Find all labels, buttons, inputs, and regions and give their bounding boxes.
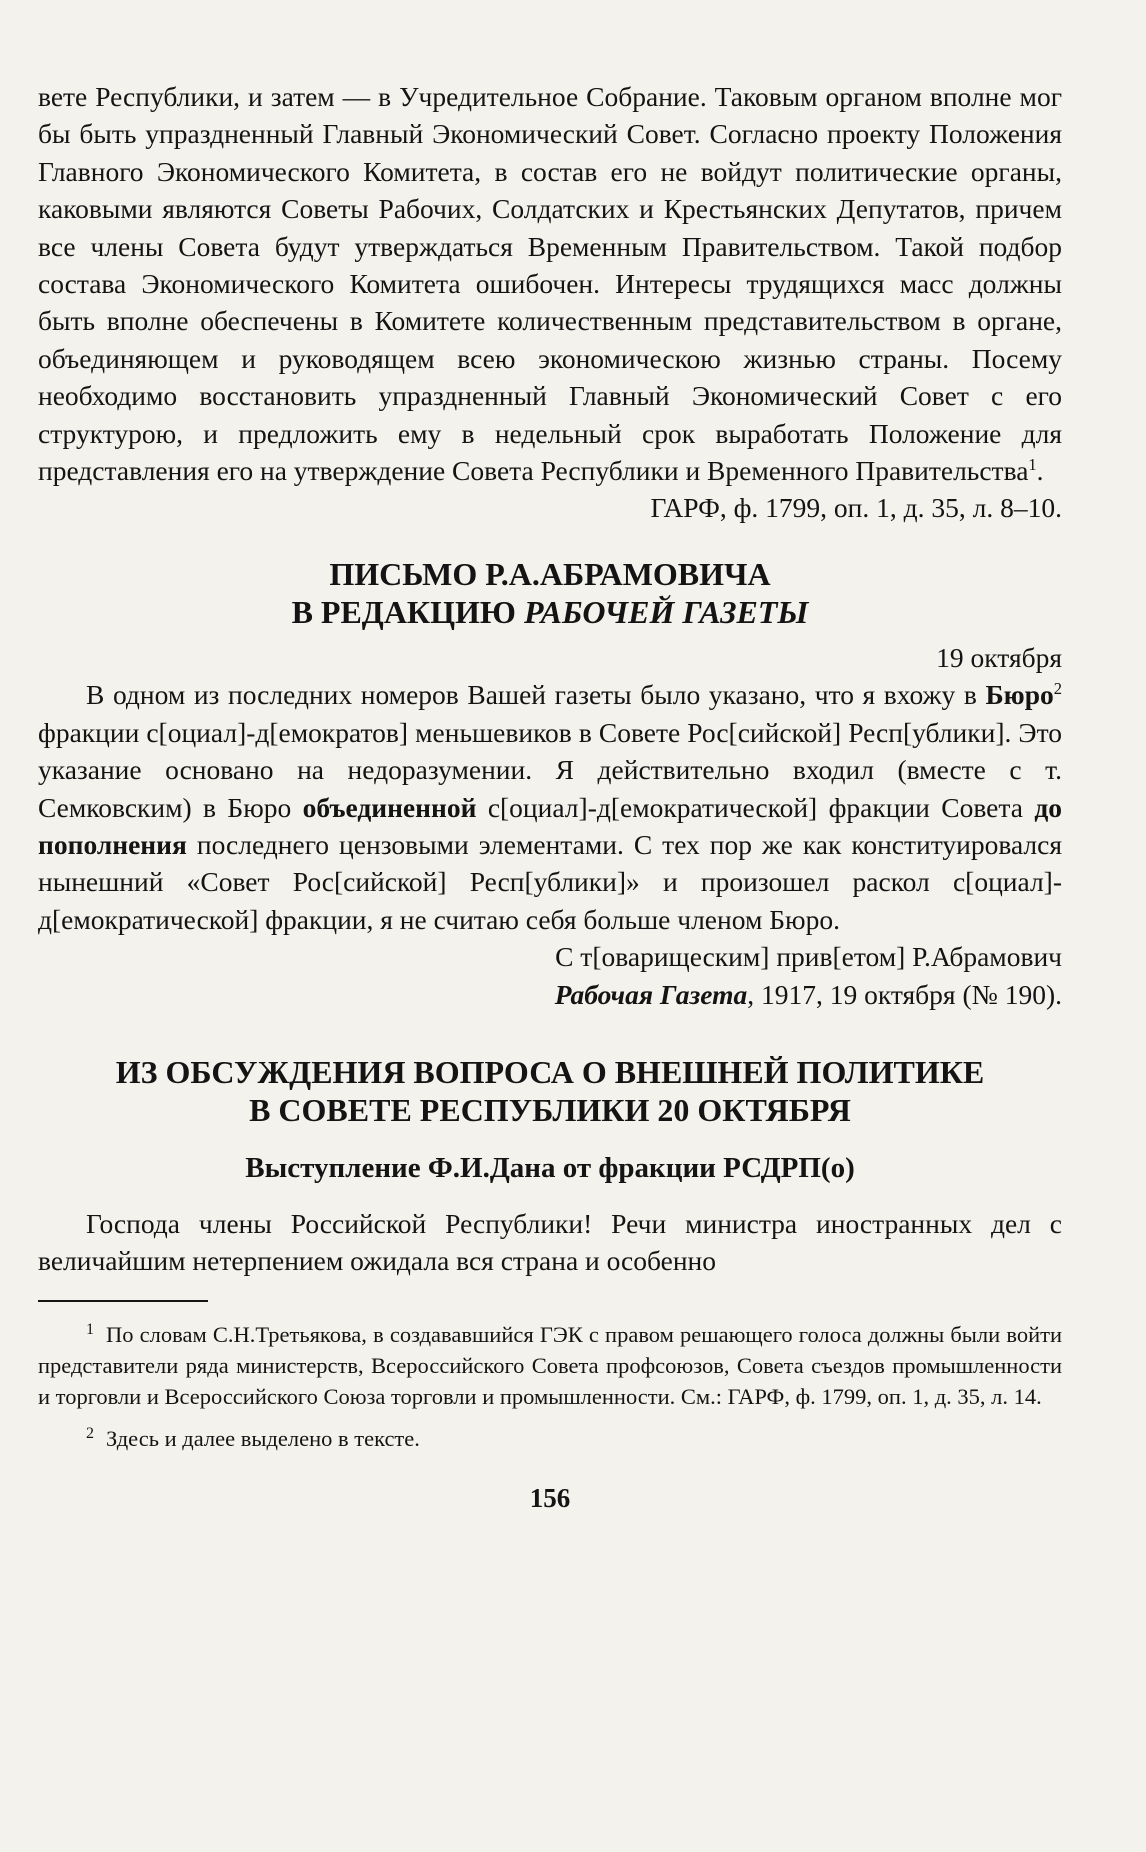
top-paragraph: вете Республики, и затем — в Учредительное Собрание. Таковым органом вполне мог бы быть упраздненный Главный Экономический Совет. Согласно проекту Положения Главного Экономического Комитета, в состав его не войдут политические органы, каковыми являются Советы Рабочих, Солдатских и Крестьянских Депутатов, причем все члены Совета будут утверждаться Временным Правительством. Такой подбор состава Экономического Комитета ошибочен. Интересы трудящихся масс должны быть вполне обеспечены в Комитете количественным представительством в органе, объединяющем и руководящем всею экономическою жизнью страны. Посему необходимо восстановить упраздненный Главный Экономический Совет с его структурою, и предложить ему в недельный срок выработать Положение для представления его на утверждение Совета Республики и Временного Правительства$^1$. bbox=[38, 81, 1062, 487]
footnotes bbox=[38, 1314, 1062, 1454]
discussion-title-line2: В СОВЕТЕ РЕСПУБЛИКИ 20 ОКТЯБРЯ bbox=[249, 1091, 851, 1128]
footnote-ref-2: 2 bbox=[1053, 679, 1062, 699]
top-source: ГАРФ, ф. 1799, оп. 1, д. 35, л. 8–10. bbox=[650, 492, 1062, 524]
letter-title-line2: В РЕДАКЦИЮ РАБОЧЕЙ ГАЗЕТЫ bbox=[291, 593, 809, 630]
footnote-1: $^1$ По словам С.Н.Третьякова, в создававшийся ГЭК с правом решающего голоса должны были войти представители ряда министерств, Всероссийского Совета профсоюзов, Совета съездов промышленности и торговли и Всероссийского Союза торговли и промышленности. См.: ГАРФ, ф. 1799, оп. 1, д. 35, л. 14. bbox=[38, 1320, 1062, 1409]
footnote-2: $^2$ Здесь и далее выделено в тексте. bbox=[86, 1424, 420, 1451]
letter-signature: С т[оварищеским] прив[етом] Р.Абрамович bbox=[555, 941, 1062, 973]
discussion-title-line1: ИЗ ОБСУЖДЕНИЯ ВОПРОСА О ВНЕШНЕЙ ПОЛИТИКЕ bbox=[115, 1053, 985, 1090]
footnote-ref-1: 1 bbox=[1028, 455, 1037, 475]
discussion-subtitle: Выступление Ф.И.Дана от фракции РСДРП(о) bbox=[245, 1151, 855, 1184]
letter-date: 19 октября bbox=[936, 641, 1062, 673]
letter-source: Рабочая Газета, 1917, 19 октября (№ 190). bbox=[554, 978, 1062, 1010]
page bbox=[38, 78, 1062, 1517]
letter-paragraph: В одном из последних номеров Вашей газеты было указано, что я вхожу в Бюро$^2$ фракции с[оциал]-д[емократов] меньшевиков в Совете Рос[сийской] Респ[ублики]. Это указание основано на недоразумении. Я действительно входил (вместе с т. Семковским) в Бюро объединенной с[оциал]-д[емократической] фракции Совета до пополнения последнего цензовыми элементами. С тех пор же как конституировался нынешний «Совет Рос[сийской] Респ[ублики]» и произошел раскол с[оциал]-д[емократической] фракции, я не считаю себя больше членом Бюро. bbox=[38, 679, 1062, 935]
discussion-paragraph: Господа члены Российской Республики! Речи министра иностранных дел с величайшим нетерпением ожидала вся страна и особенно bbox=[38, 1207, 1062, 1277]
page-number: 156 bbox=[529, 1482, 571, 1513]
letter-title-line1: ПИСЬМО Р.А.АБРАМОВИЧА bbox=[329, 555, 771, 592]
footnote-divider bbox=[38, 1300, 208, 1302]
